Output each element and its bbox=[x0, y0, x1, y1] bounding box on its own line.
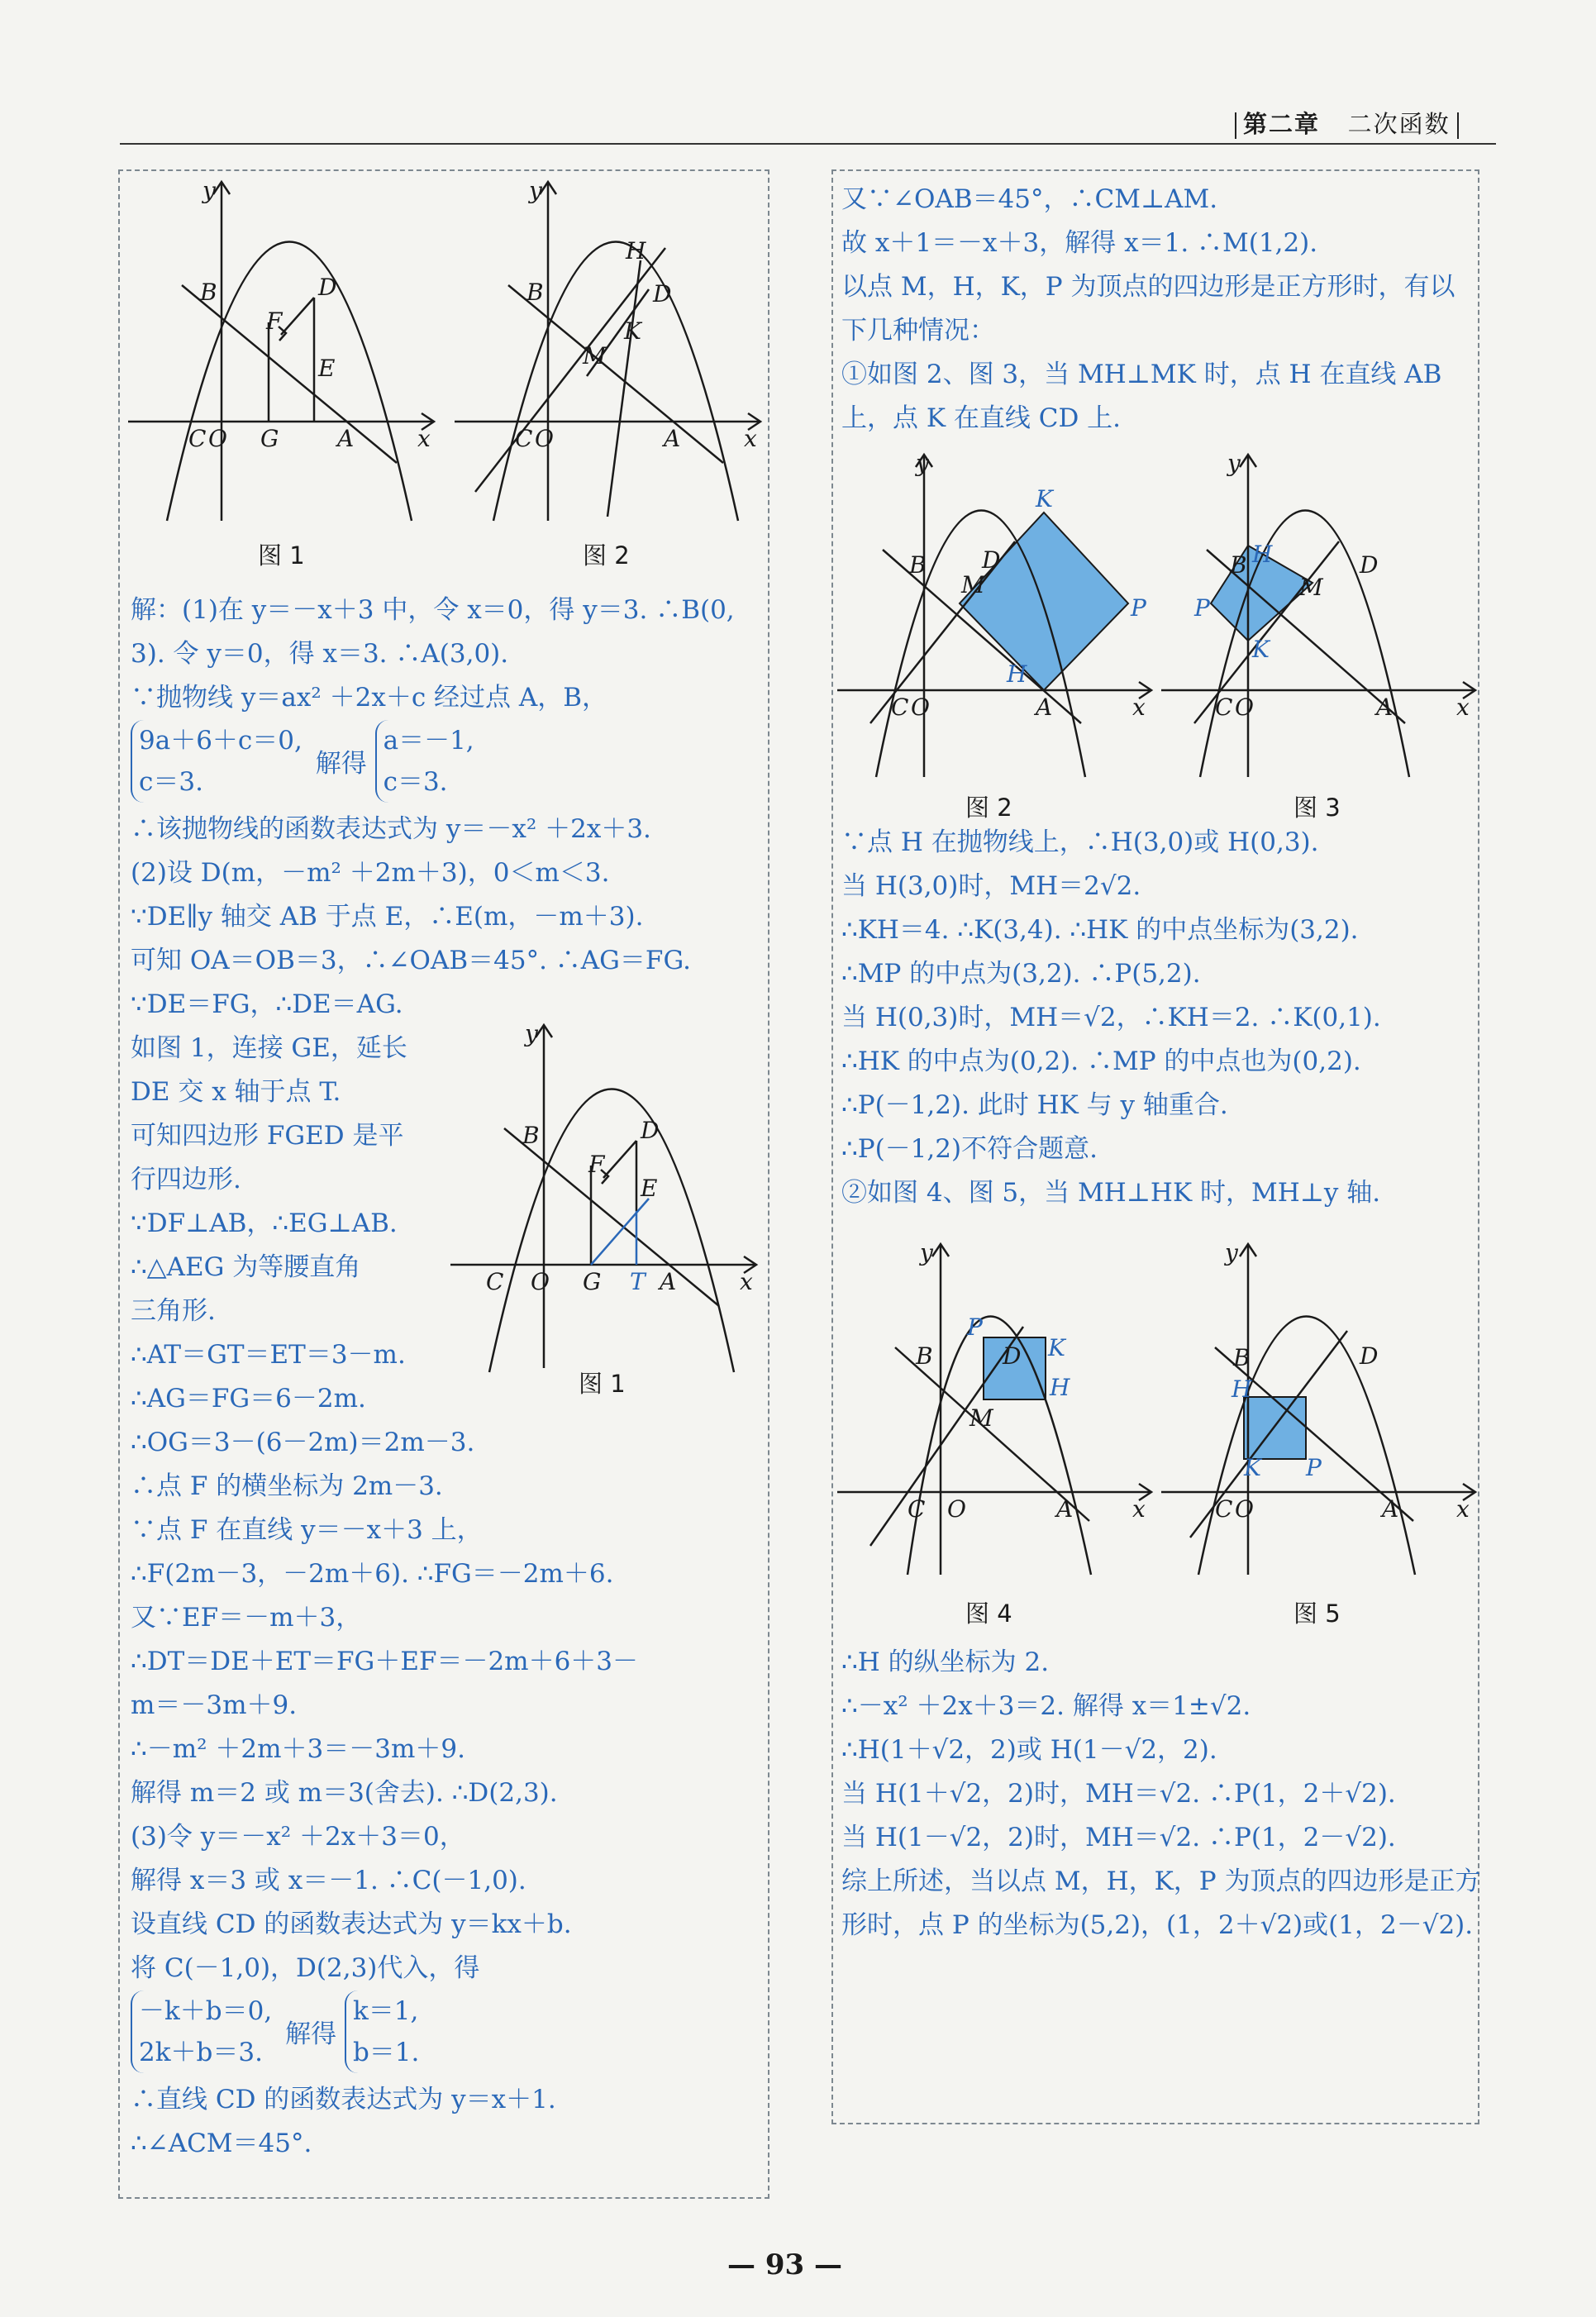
fig-label: E bbox=[641, 1175, 658, 1202]
fig-label: P bbox=[967, 1313, 983, 1341]
fig-label: G bbox=[583, 1268, 602, 1295]
fig-label: D bbox=[982, 546, 1001, 574]
text-line: 下几种情况： bbox=[841, 316, 995, 346]
text-line: 解得 x＝3 或 x＝－1. ∴C(－1,0). bbox=[131, 1866, 526, 1895]
fig-label: C bbox=[1215, 1495, 1233, 1523]
fig-label: M bbox=[1299, 574, 1323, 601]
fig-label: y bbox=[916, 451, 929, 477]
text-line: 解得 m＝2 或 m＝3(舍去). ∴D(2,3). bbox=[131, 1778, 558, 1808]
fig-label: K bbox=[1252, 636, 1270, 663]
figure-right-5 bbox=[1157, 1240, 1479, 1579]
fig-label: F bbox=[588, 1151, 605, 1178]
text-line: (2)设 D(m，－m² ＋2m＋3)，0＜m＜3. bbox=[131, 858, 610, 888]
text-line: 当 H(1＋√2，2)时，MH＝√2. ∴P(1，2＋√2). bbox=[841, 1779, 1396, 1809]
text-line: 3). 令 y＝0，得 x＝3. ∴A(3,0). bbox=[131, 639, 509, 669]
fig-label: H bbox=[1007, 660, 1027, 688]
fig-label: y bbox=[202, 178, 216, 204]
fig-label: T bbox=[630, 1268, 646, 1295]
text-line: ∵DF⊥AB，∴EG⊥AB. bbox=[131, 1209, 398, 1238]
text-line: 以点 M，H，K，P 为顶点的四边形是正方形时，有以 bbox=[841, 272, 1455, 302]
figure-right-2 bbox=[833, 451, 1155, 781]
text-line: ∴DT＝DE＋ET＝FG＋EF＝－2m＋6＋3－ bbox=[131, 1647, 639, 1676]
text-line: ∵点 H 在抛物线上，∴H(3,0)或 H(0,3). bbox=[841, 827, 1319, 857]
figure-left-top-2 bbox=[450, 178, 765, 525]
text-line: 可知四边形 FGED 是平 bbox=[131, 1121, 404, 1151]
fig-label: F bbox=[266, 308, 283, 335]
page-number: — 93 — bbox=[727, 2248, 842, 2281]
text-line: 行四边形. bbox=[131, 1165, 241, 1194]
text-line: 又∵EF＝－m＋3， bbox=[131, 1603, 362, 1633]
text-line: ∴点 F 的横坐标为 2m－3. bbox=[131, 1471, 443, 1501]
right-solution-text-b bbox=[841, 821, 1381, 1215]
text-line: 将 C(－1,0)，D(2,3)代入，得 bbox=[131, 1953, 480, 1983]
figure-caption: 图 5 bbox=[1293, 1599, 1341, 1628]
figure-left-top-1 bbox=[124, 178, 438, 525]
text-line: 可知 OA＝OB＝3，∴∠OAB＝45°. ∴AG＝FG. bbox=[131, 946, 691, 975]
fig-label: D bbox=[641, 1117, 660, 1144]
figure-caption: 图 1 bbox=[579, 1370, 626, 1398]
fig-label: O bbox=[531, 1268, 550, 1295]
fig-label: C bbox=[515, 425, 533, 452]
fig-label: H bbox=[1232, 1375, 1252, 1403]
fig-label: A bbox=[1376, 694, 1394, 721]
text-line: 当 H(3,0)时，MH＝2√2. bbox=[841, 871, 1141, 901]
fig-label: D bbox=[1360, 1342, 1379, 1370]
figure-caption: 图 2 bbox=[583, 541, 630, 570]
fig-label: A bbox=[1056, 1495, 1074, 1523]
fig-label: B bbox=[1233, 1344, 1251, 1371]
fig-label: M bbox=[970, 1404, 993, 1432]
fig-label: E bbox=[318, 355, 336, 382]
text-line: ∴直线 CD 的函数表达式为 y＝x＋1. bbox=[131, 2085, 556, 2114]
fig-label: A bbox=[1036, 694, 1053, 721]
text-line: 设直线 CD 的函数表达式为 y＝kx＋b. bbox=[131, 1909, 572, 1939]
text-line: ∵点 F 在直线 y＝－x＋3 上， bbox=[131, 1515, 483, 1545]
text-line: DE 交 x 轴于点 T. bbox=[131, 1077, 341, 1107]
fig-label: C bbox=[908, 1495, 926, 1523]
fig-label: y bbox=[920, 1240, 933, 1266]
text-line: ∴－x² ＋2x＋3＝2. 解得 x＝1±√2. bbox=[841, 1691, 1251, 1721]
fig-label: D bbox=[1360, 551, 1379, 579]
fig-label: D bbox=[653, 280, 672, 308]
text-line: ∴MP 的中点为(3,2). ∴P(5,2). bbox=[841, 959, 1201, 989]
fig-label: A bbox=[660, 1268, 677, 1295]
figure-left-mid-1 bbox=[446, 1021, 760, 1376]
right-solution-text-a bbox=[841, 178, 1455, 441]
fig-label: x bbox=[740, 1268, 753, 1295]
text-line: ∴H(1＋√2，2)或 H(1－√2，2). bbox=[841, 1735, 1217, 1765]
chapter-number: 第二章 bbox=[1243, 110, 1321, 138]
fig-label: A bbox=[664, 425, 681, 452]
text-line: 当 H(0,3)时，MH＝√2，∴KH＝2. ∴K(0,1). bbox=[841, 1003, 1381, 1032]
figure-right-4 bbox=[833, 1240, 1155, 1579]
fig-label: G bbox=[260, 425, 279, 452]
fig-label: O bbox=[535, 425, 554, 452]
left-solution-text bbox=[131, 589, 735, 2166]
figure-right-3 bbox=[1157, 451, 1479, 781]
fig-label: A bbox=[337, 425, 355, 452]
fig-label: M bbox=[961, 571, 985, 598]
text-line: 又∵∠OAB＝45°，∴CM⊥AM. bbox=[841, 184, 1218, 214]
fig-label: O bbox=[947, 1495, 966, 1523]
fig-label: y bbox=[1225, 1240, 1238, 1266]
chapter-header bbox=[1228, 106, 1465, 140]
text-line: m＝－3m＋9. bbox=[131, 1690, 298, 1720]
fig-label: P bbox=[1194, 594, 1210, 622]
figure-caption: 图 3 bbox=[1293, 794, 1341, 822]
text-line: 故 x＋1＝－x＋3，解得 x＝1. ∴M(1,2). bbox=[841, 228, 1318, 258]
fig-label: O bbox=[1235, 1495, 1254, 1523]
text-line: ∴P(－1,2). 此时 HK 与 y 轴重合. bbox=[841, 1090, 1228, 1120]
figure-caption: 图 2 bbox=[965, 794, 1012, 822]
fig-label: K bbox=[1048, 1334, 1065, 1361]
text-line: ∵DE＝FG，∴DE＝AG. bbox=[131, 989, 403, 1019]
fig-label: H bbox=[626, 237, 646, 265]
text-line: ②如图 4、图 5，当 MH⊥HK 时，MH⊥y 轴. bbox=[841, 1178, 1381, 1208]
text-line: ∴KH＝4. ∴K(3,4). ∴HK 的中点坐标为(3,2). bbox=[841, 915, 1359, 945]
text-line: ∴P(－1,2)不符合题意. bbox=[841, 1134, 1098, 1164]
fig-label: x bbox=[1456, 1495, 1470, 1523]
fig-label: O bbox=[1235, 694, 1254, 721]
fig-label: y bbox=[1227, 451, 1241, 477]
text-line: 解：(1)在 y＝－x＋3 中，令 x＝0，得 y＝3. ∴B(0, bbox=[131, 595, 735, 625]
fig-label: K bbox=[1244, 1454, 1261, 1481]
text-line: (3)令 y＝－x² ＋2x＋3＝0， bbox=[131, 1822, 465, 1852]
fig-label: y bbox=[525, 1021, 538, 1047]
text-line: ∴H 的纵坐标为 2. bbox=[841, 1647, 1050, 1677]
fig-label: C bbox=[891, 694, 909, 721]
text-line: 如图 1，连接 GE，延长 bbox=[131, 1033, 407, 1063]
text-line: 上，点 K 在直线 CD 上. bbox=[841, 403, 1122, 433]
fig-label: x bbox=[1132, 1495, 1146, 1523]
fig-label: P bbox=[1306, 1454, 1322, 1481]
fig-label: K bbox=[1036, 485, 1053, 513]
text-line: ∴－m² ＋2m＋3＝－3m＋9. bbox=[131, 1734, 465, 1764]
fig-label: K bbox=[624, 317, 641, 345]
text-line: 三角形. bbox=[131, 1296, 216, 1326]
text-line: ∴∠ACM＝45°. bbox=[131, 2129, 312, 2158]
text-line: 形时，点 P 的坐标为(5,2)，(1，2＋√2)或(1，2－√2). bbox=[841, 1910, 1474, 1940]
text-line: ∴△AEG 为等腰直角 bbox=[131, 1252, 361, 1282]
fig-label: x bbox=[1132, 694, 1146, 721]
fig-label: D bbox=[1003, 1342, 1022, 1370]
fig-label: H bbox=[1252, 541, 1273, 568]
text-line: ∴F(2m－3，－2m＋6). ∴FG＝－2m＋6. bbox=[131, 1559, 614, 1589]
fig-label: B bbox=[1230, 551, 1247, 579]
fig-label: B bbox=[526, 279, 544, 306]
fig-label: C bbox=[188, 425, 207, 452]
chapter-title: 二次函数 bbox=[1347, 110, 1451, 138]
figure-caption: 图 4 bbox=[965, 1599, 1012, 1628]
text-line: 当 H(1－√2，2)时，MH＝√2. ∴P(1，2－√2). bbox=[841, 1823, 1396, 1852]
text-line: ∴OG＝3－(6－2m)＝2m－3. bbox=[131, 1428, 475, 1457]
text-line: ∴该抛物线的函数表达式为 y＝－x² ＋2x＋3. bbox=[131, 814, 651, 844]
fig-label: x bbox=[417, 425, 431, 452]
figure-caption: 图 1 bbox=[258, 541, 305, 570]
fig-label: H bbox=[1050, 1374, 1070, 1401]
text-line: 综上所述，当以点 M，H，K，P 为顶点的四边形是正方 bbox=[841, 1866, 1481, 1896]
fig-label: B bbox=[522, 1122, 540, 1149]
fig-label: B bbox=[909, 551, 927, 579]
fig-label: D bbox=[318, 274, 337, 301]
text-line: ∵DE∥y 轴交 AB 于点 E，∴E(m，－m＋3). bbox=[131, 902, 644, 932]
fig-label: A bbox=[1382, 1495, 1399, 1523]
fig-label: B bbox=[200, 279, 217, 306]
text-line: ∵抛物线 y＝ax² ＋2x＋c 经过点 A，B， bbox=[131, 683, 608, 713]
fig-label: x bbox=[1456, 694, 1470, 721]
header-rule bbox=[120, 143, 1496, 145]
fig-label: y bbox=[529, 178, 542, 204]
text-line: ∴AG＝FG＝6－2m. bbox=[131, 1384, 366, 1414]
fig-label: O bbox=[911, 694, 930, 721]
text-line: ∴AT＝GT＝ET＝3－m. bbox=[131, 1340, 406, 1370]
fig-label: M bbox=[583, 342, 607, 369]
right-solution-text-c bbox=[841, 1641, 1481, 1948]
text-line: ①如图 2、图 3，当 MH⊥MK 时，点 H 在直线 AB bbox=[841, 360, 1442, 389]
equation-system-1: 9a＋6＋c＝0, c＝3. 解得 a＝－1, c＝3. bbox=[131, 720, 735, 808]
fig-label: x bbox=[744, 425, 757, 452]
equation-system-2: －k＋b＝0, 2k＋b＝3. 解得 k＝1, b＝1. bbox=[131, 1990, 735, 2078]
fig-label: B bbox=[916, 1342, 933, 1370]
fig-label: C bbox=[1215, 694, 1233, 721]
fig-label: O bbox=[208, 425, 227, 452]
fig-label: P bbox=[1131, 594, 1146, 622]
text-line: ∴HK 的中点为(0,2). ∴MP 的中点也为(0,2). bbox=[841, 1046, 1361, 1076]
fig-label: C bbox=[486, 1268, 504, 1295]
